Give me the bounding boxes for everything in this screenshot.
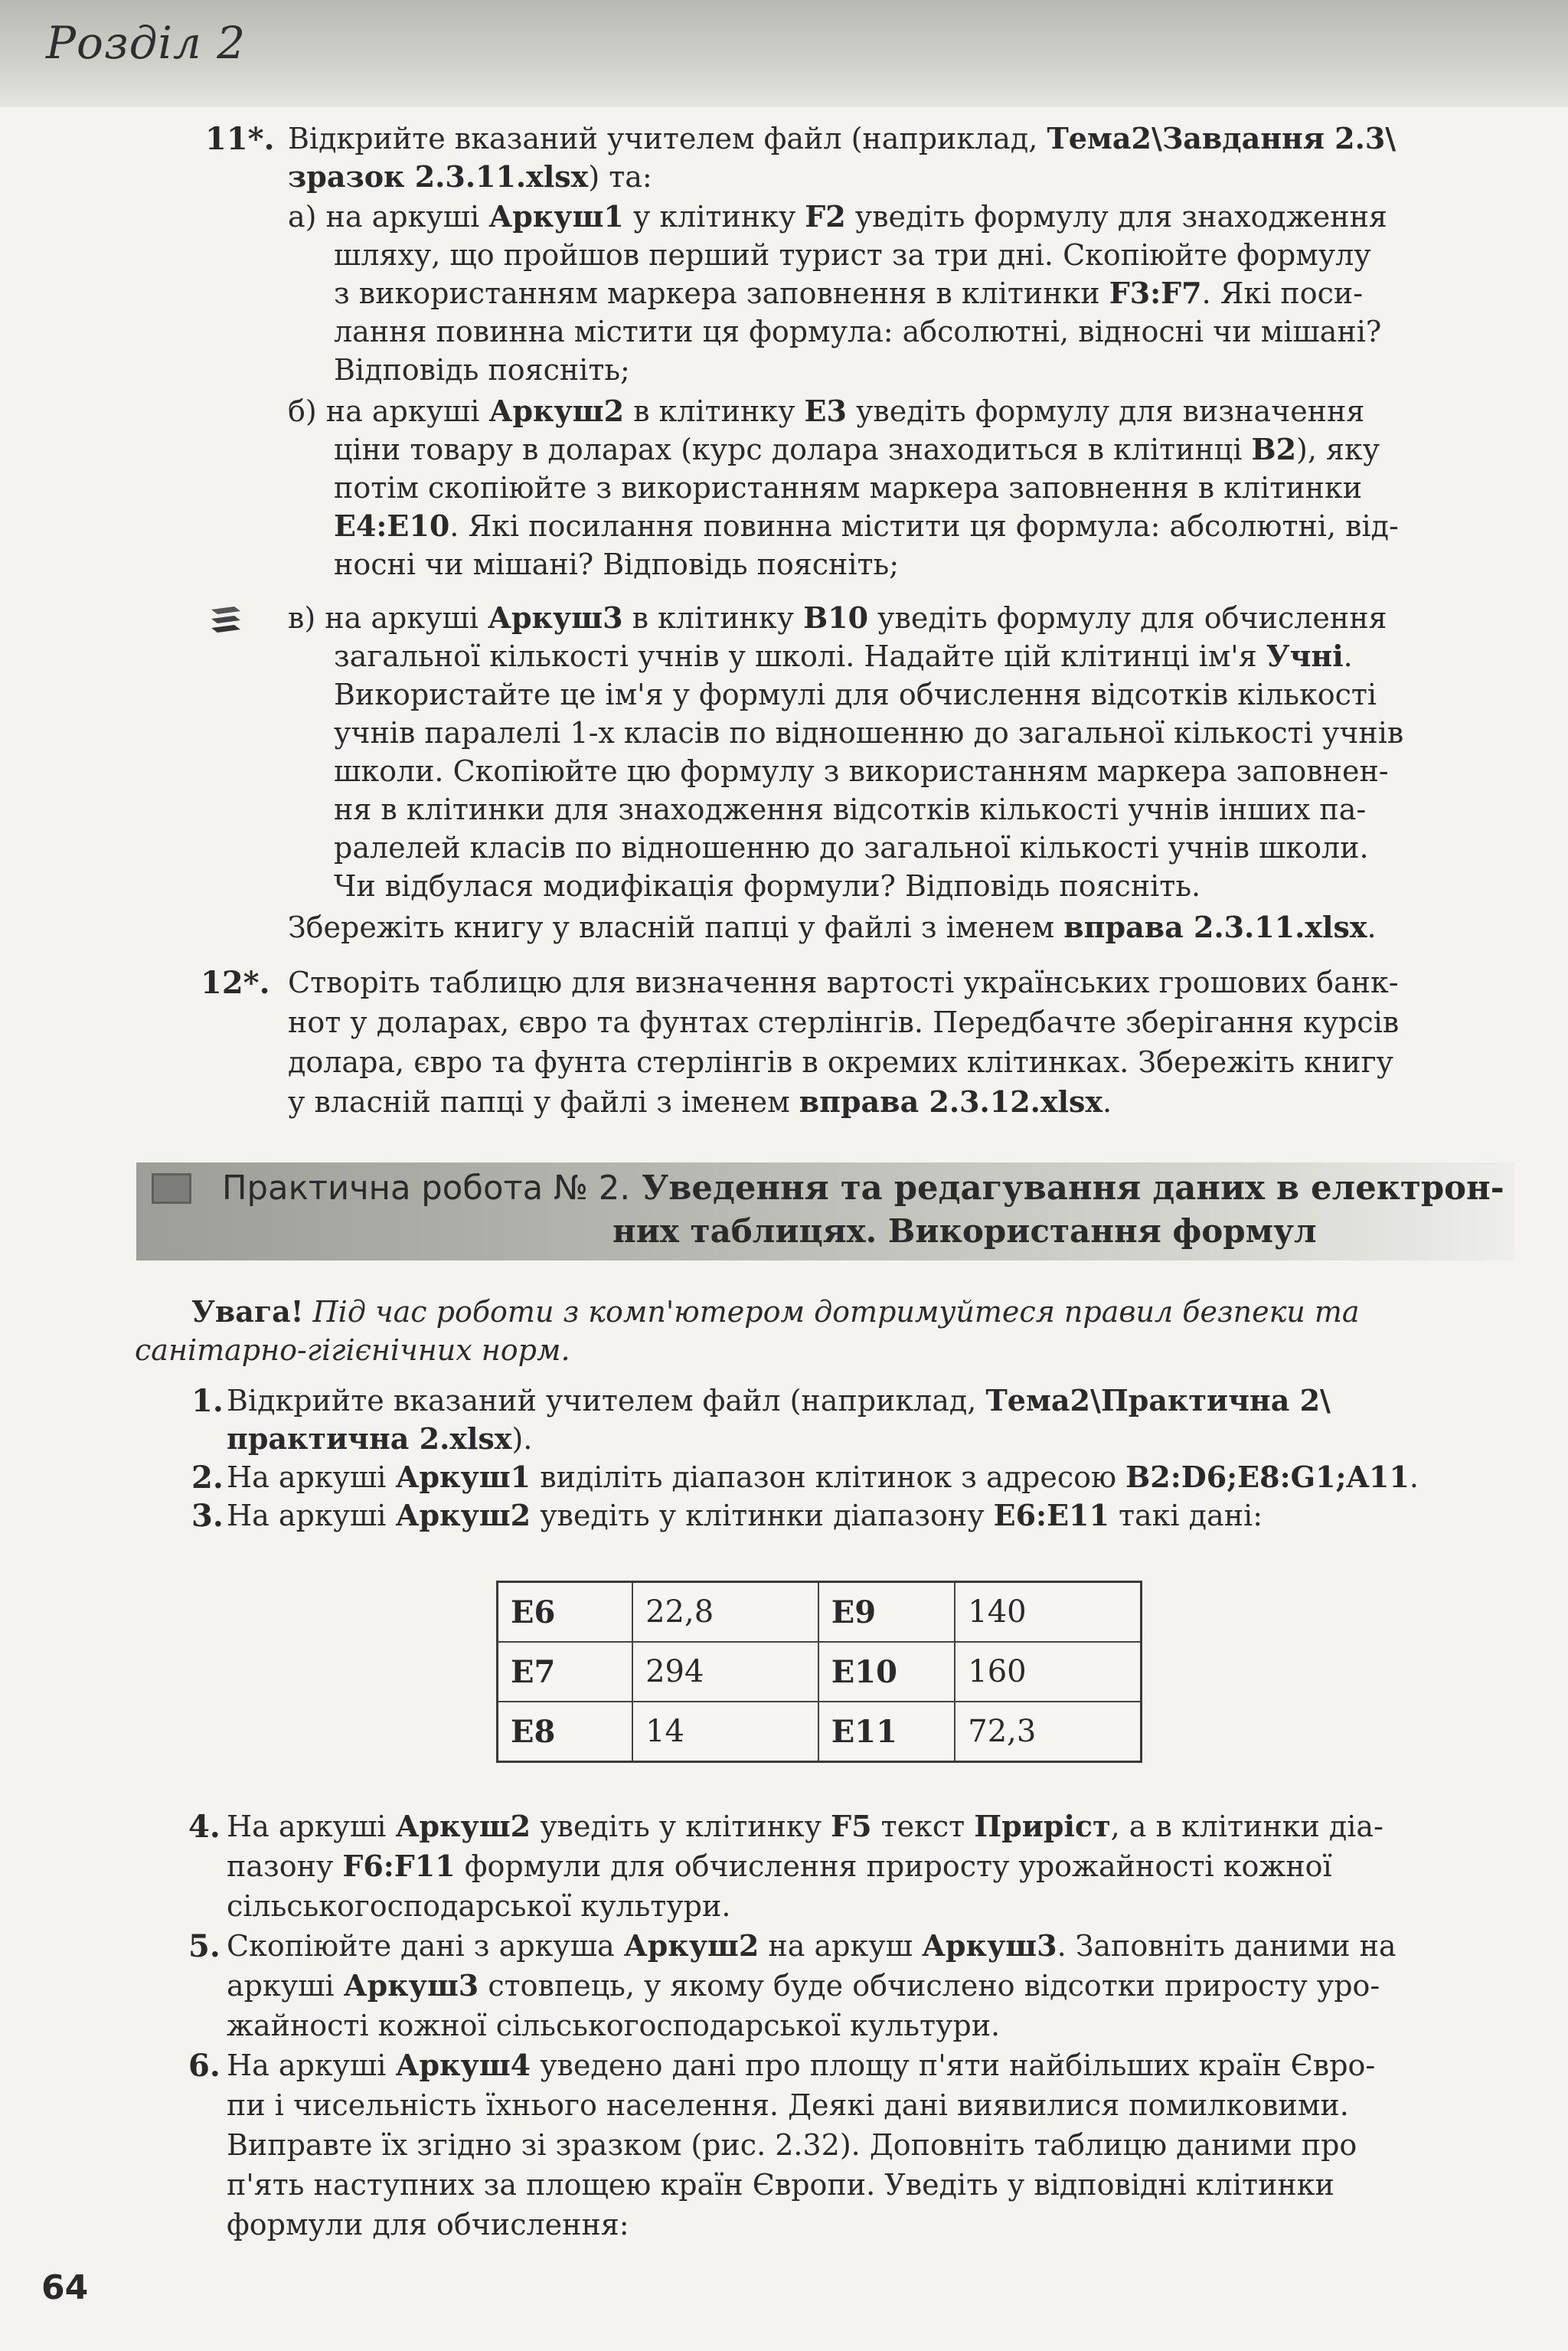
step5-line1: Скопіюйте дані з аркуша Аркуш2 на аркуш Аркуш3. Заповніть даними на: [227, 1928, 1396, 1963]
table-row: [498, 1702, 1142, 1762]
task11b-line4: E4:E10. Які посилання повинна містити ця формула: абсолютні, від-: [334, 508, 1399, 543]
table-cell: 140: [955, 1582, 1141, 1643]
task11a-line5: Відповідь поясніть;: [334, 353, 630, 387]
warning-line1: Увага! Під час роботи з комп'ютером дотримуйтеся правил безпеки та: [191, 1294, 1360, 1329]
step-number-1: 1.: [191, 1383, 224, 1419]
table-cell: E7: [498, 1642, 633, 1702]
table-cell: E6: [498, 1582, 633, 1643]
warning-line2: санітарно-гігієнічних норм.: [135, 1333, 570, 1367]
step-number-3: 3.: [191, 1498, 224, 1534]
task11c-line7: ралелей класів по відношенню до загальної кількості учнів школи.: [334, 831, 1369, 865]
step5-line3: жайності кожної сільськогосподарської культури.: [227, 2009, 1001, 2042]
task11c-line8: Чи відбулася модифікація формули? Відповідь поясніть.: [334, 869, 1201, 903]
step-number-5: 5.: [188, 1928, 220, 1964]
step4-line2: пазону F6:F11 формули для обчислення приросту урожайності кожної: [227, 1849, 1332, 1883]
table-cell: E11: [818, 1702, 955, 1762]
step1-line1: Відкрийте вказаний учителем файл (наприклад, Тема2\Практична 2\: [227, 1383, 1331, 1417]
practical-work-title-line1: Практична робота № 2. Уведення та редагування даних в електрон-: [222, 1169, 1504, 1208]
table-cell: E10: [818, 1642, 955, 1702]
table-cell: 22,8: [632, 1582, 818, 1643]
task11c-line2: загальної кількості учнів у школі. Надайте цій клітинці ім'я Учні.: [334, 639, 1353, 673]
task11-intro-line2: зразок 2.3.11.xlsx) та:: [288, 159, 652, 194]
step-number-2: 2.: [191, 1460, 224, 1496]
step6-line2: пи і чисельність їхнього населення. Деякі дані виявилися помилковими.: [227, 2088, 1349, 2122]
task-number-12: 12*.: [201, 965, 270, 1001]
task11c-line5: школи. Скопіюйте цю формулу з використанням маркера заповнен-: [334, 754, 1389, 788]
step5-line2: аркуші Аркуш3 стовпець, у якому буде обчислено відсотки приросту уро-: [227, 1968, 1380, 2003]
step6-line3: Виправте їх згідно зі зразком (рис. 2.32). Доповніть таблицю даними про: [227, 2128, 1357, 2162]
task11c-line3: Використайте це ім'я у формулі для обчислення відсотків кількості: [334, 678, 1377, 711]
practical-work-title-line2: них таблицях. Використання формул: [612, 1212, 1317, 1250]
task11c-line6: ня в клітинки для знаходження відсотків кількості учнів інших па-: [334, 793, 1367, 826]
step6-line5: формули для обчислення:: [227, 2208, 629, 2241]
task11b-line3: потім скопіюйте з використанням маркера заповнення в клітинки: [334, 471, 1363, 505]
page-number: 64: [41, 2268, 89, 2307]
task11a-line3: з використанням маркера заповнення в клітинки F3:F7. Які поси-: [334, 276, 1364, 310]
task12-line1: Створіть таблицю для визначення вартості українських грошових банк-: [288, 966, 1399, 999]
book-stack-icon: [207, 602, 245, 640]
step4-line1: На аркуші Аркуш2 уведіть у клітинку F5 текст Приріст, а в клітинки діа-: [227, 1809, 1383, 1843]
task11c-line4: учнів паралелі 1-х класів по відношенню до загальної кількості учнів: [334, 716, 1404, 750]
task11a-line2: шляху, що пройшов перший турист за три дні. Скопіюйте формулу: [334, 238, 1371, 272]
step6-line4: п'ять наступних за площею країн Європи. Уведіть у відповідні клітинки: [227, 2168, 1334, 2202]
task12-line3: долара, євро та фунта стерлінгів в окремих клітинках. Збережіть книгу: [288, 1045, 1393, 1079]
table-cell: 14: [632, 1702, 818, 1762]
step1-line2: практична 2.xlsx).: [227, 1421, 533, 1456]
task12-line2: нот у доларах, євро та фунтах стерлінгів. Передбачте зберігання курсів: [288, 1005, 1400, 1039]
table-cell: E9: [818, 1582, 955, 1643]
step4-line3: сільськогосподарської культури.: [227, 1889, 731, 1923]
step-number-4: 4.: [188, 1809, 220, 1845]
task11b-line5: носні чи мішані? Відповідь поясніть;: [334, 548, 900, 581]
computer-icon: [152, 1173, 191, 1204]
task12-line4: у власній папці у файлі з іменем вправа 2.3.12.xlsx.: [288, 1084, 1112, 1119]
step6-line1: На аркуші Аркуш4 уведено дані про площу п'яти найбільших країн Євро-: [227, 2048, 1376, 2082]
task11a-line4: лання повинна містити ця формула: абсолютні, відносні чи мішані?: [334, 315, 1382, 348]
step2-line1: На аркуші Аркуш1 виділіть діапазон клітинок з адресою B2:D6;E8:G1;A11.: [227, 1460, 1419, 1494]
task11a-line1: а) на аркуші Аркуш1 у клітинку F2 уведіть формулу для знаходження: [288, 199, 1387, 234]
chapter-label: Розділ 2: [46, 17, 247, 69]
task11-save-line: Збережіть книгу у власній папці у файлі з іменем вправа 2.3.11.xlsx.: [288, 910, 1377, 944]
task11-intro-line1: Відкрийте вказаний учителем файл (наприклад, Тема2\Завдання 2.3\: [288, 121, 1396, 155]
data-table: [496, 1581, 1142, 1763]
table-cell: 160: [955, 1642, 1141, 1702]
step-number-6: 6.: [188, 2048, 220, 2084]
table-row: [498, 1642, 1142, 1702]
table-cell: E8: [498, 1702, 633, 1762]
task11c-line1: в) на аркуші Аркуш3 в клітинку B10 уведіть формулу для обчислення: [288, 600, 1387, 635]
step3-line1: На аркуші Аркуш2 уведіть у клітинки діапазону E6:E11 такі дані:: [227, 1498, 1263, 1532]
table-cell: 72,3: [955, 1702, 1141, 1762]
task11b-line2: ціни товару в доларах (курс долара знаходиться в клітинці B2), яку: [334, 432, 1380, 466]
table-cell: 294: [632, 1642, 818, 1702]
table-row: [498, 1582, 1142, 1643]
task11b-line1: б) на аркуші Аркуш2 в клітинку E3 уведіть формулу для визначення: [288, 394, 1365, 428]
task-number-11: 11*.: [205, 121, 275, 157]
